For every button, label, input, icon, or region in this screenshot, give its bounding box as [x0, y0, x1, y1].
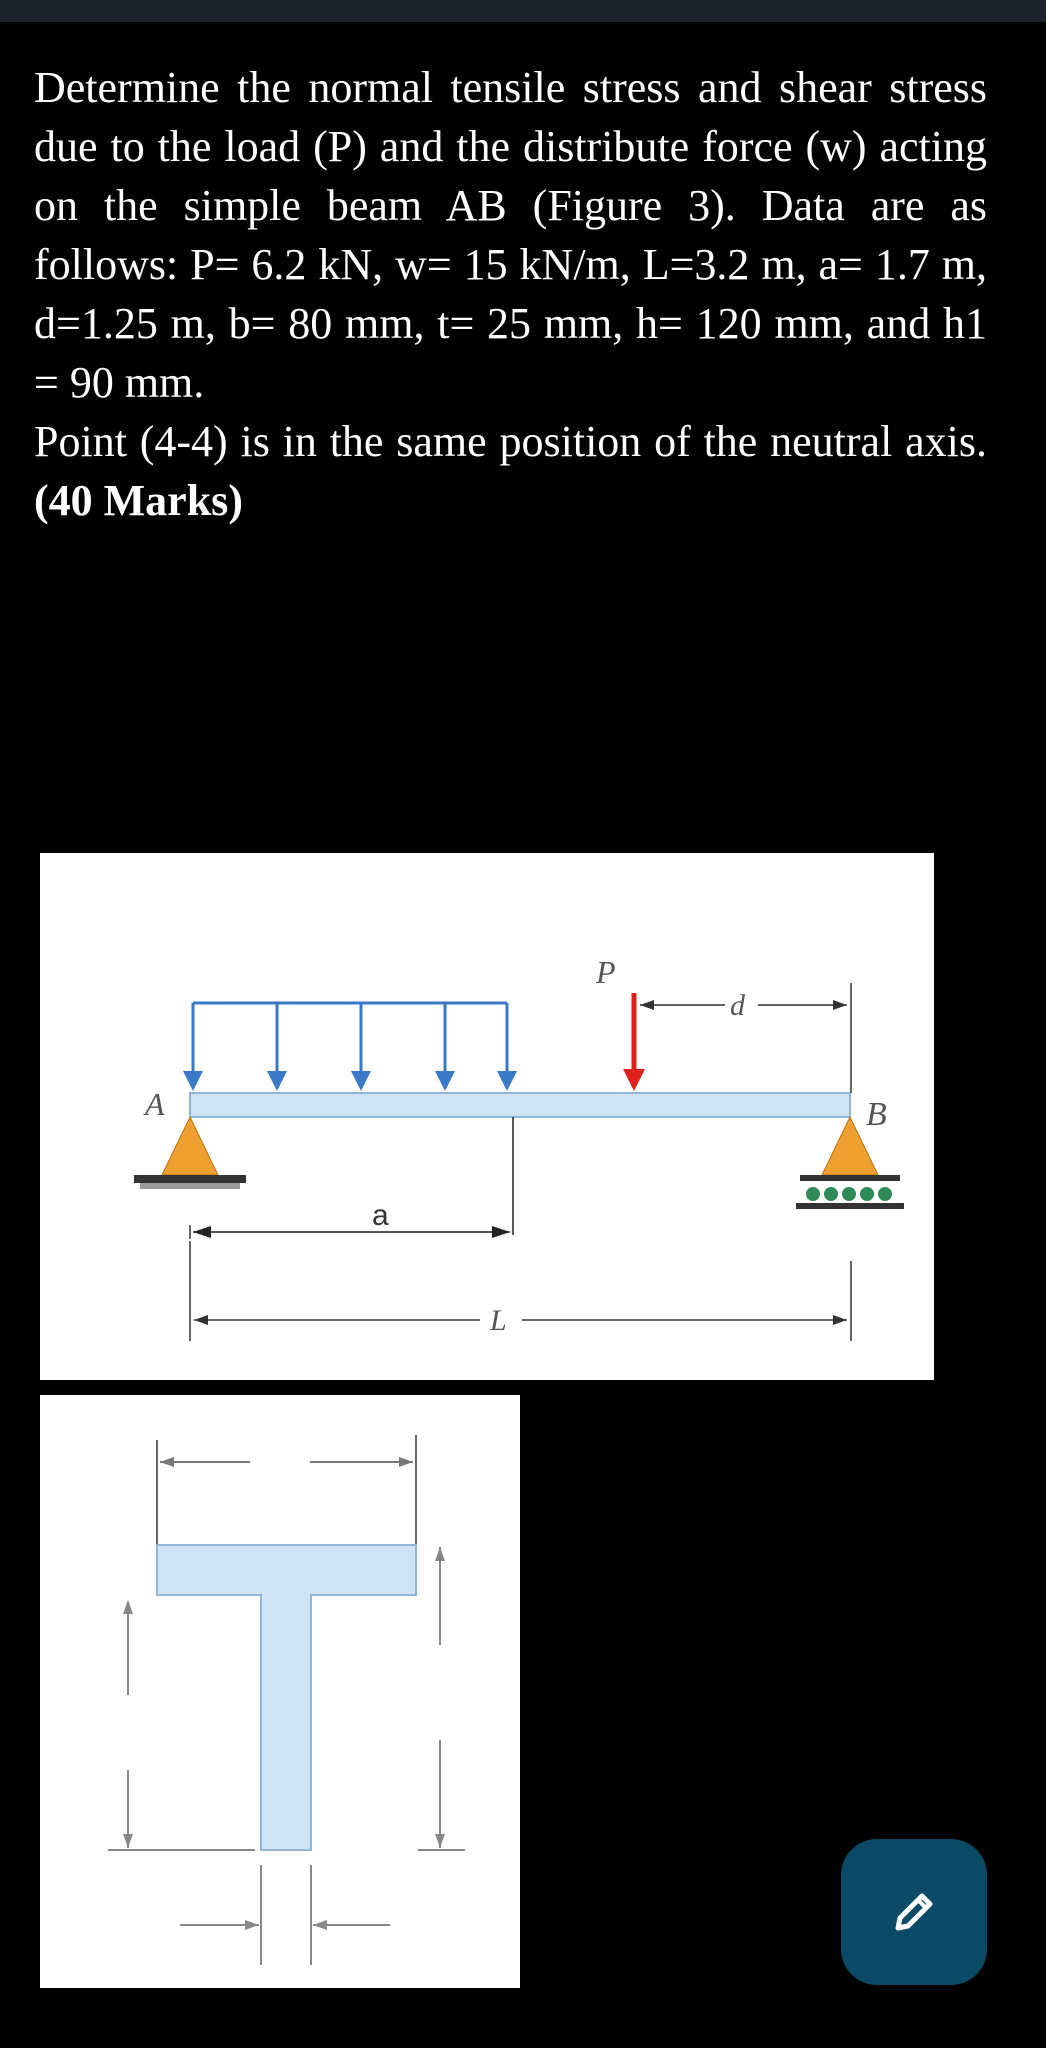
marks-label: (40 Marks): [34, 476, 243, 525]
question-text: [34, 58, 987, 530]
question-paragraph-1: Determine the normal tensile stress and shear stress due to the load (P) and the distribute force (w) acting on the simple beam AB (Figure 3). Data are as follows: P= 6.2 kN, w= 15 kN/m, L=3.2 m, a= 1.7 m, d=1.25 m, b= 80 mm, t= 25 mm, h= 120 mm, and h1 = 90 mm.: [34, 63, 987, 407]
label-d: d: [730, 989, 745, 1022]
edit-button[interactable]: [841, 1839, 987, 1985]
pencil-icon: [886, 1884, 942, 1940]
label-a: a: [372, 1199, 389, 1232]
top-status-bar: [0, 0, 1046, 22]
t-section-diagram: [40, 1395, 520, 1988]
cross-section-figure: [40, 1395, 520, 1988]
beam-figure: [40, 853, 934, 1380]
t-section-shape: [157, 1545, 416, 1850]
label-L: L: [490, 1304, 507, 1337]
label-P: P: [596, 954, 616, 990]
question-paragraph-2: Point (4-4) is in the same position of the neutral axis.: [34, 417, 987, 466]
point-load-arrow: [623, 993, 645, 1091]
roller-support-B: [796, 1117, 904, 1209]
label-B: B: [866, 1096, 887, 1133]
beam: [190, 1093, 850, 1117]
label-A: A: [145, 1086, 165, 1122]
beam-diagram: [40, 853, 934, 1380]
distributed-load: [183, 1003, 517, 1091]
pin-support-A: [134, 1117, 246, 1189]
